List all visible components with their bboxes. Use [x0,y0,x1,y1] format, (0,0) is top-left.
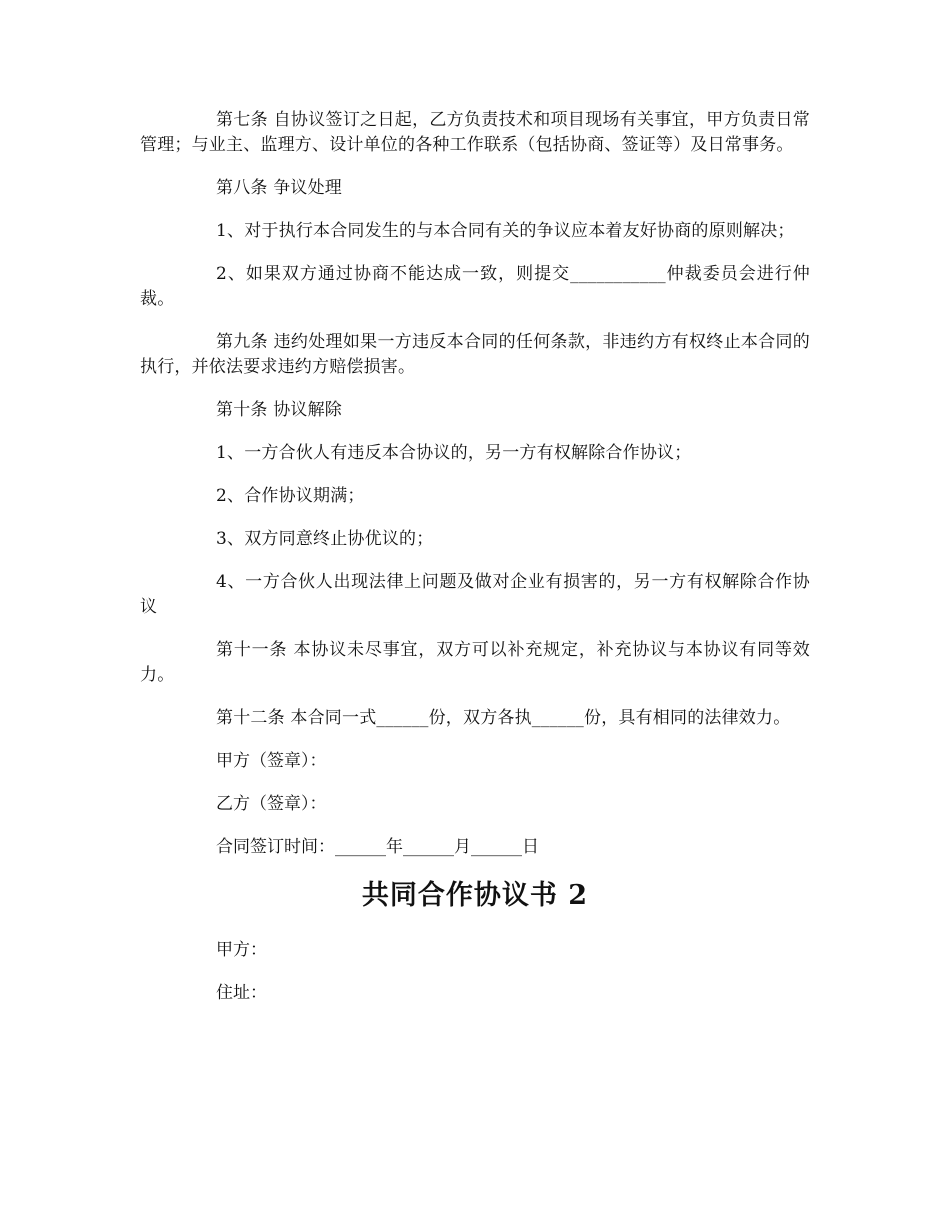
article-11-paragraph: 第十一条 本协议未尽事宜，双方可以补充规定，补充协议与本协议有同等效力。 [140,640,810,685]
section-title: 共同合作协议书 2 [361,880,589,911]
address-line: 住址： [216,983,267,1003]
party-a-line: 甲方： [216,940,267,960]
party-a-signature-line: 甲方（签章）： [216,751,327,771]
party-b-signature-line: 乙方（签章）： [216,794,327,814]
article-12-paragraph: 第十二条 本合同一式______份，双方各执______份，具有相同的法律效力。 [216,708,791,728]
article-10-item-4: 4、一方合伙人出现法律上问题及做对企业有损害的，另一方有权解除合作协议 [140,572,810,617]
article-9-paragraph: 第九条 违约处理如果一方违反本合同的任何条款，非违约方有权终止本合同的执行，并依法要求违约方赔偿损害。 [140,332,810,377]
sign-date-line: 合同签订时间：______年______月______日 [216,837,539,857]
article-8-heading: 第八条 争议处理 [216,178,343,198]
article-7-paragraph: 第七条 自协议签订之日起，乙方负责技术和项目现场有关事宜，甲方负责日常管理；与业主、监理方、设计单位的各种工作联系（包括协商、签证等）及日常事务。 [140,110,810,155]
article-10-item-1: 1、一方合伙人有违反本合协议的，另一方有权解除合作协议； [216,443,692,463]
article-8-item-2: 2、如果双方通过协商不能达成一致，则提交___________仲裁委员会进行仲裁。 [140,264,810,309]
document-page [140,108,810,1024]
article-10-item-3: 3、双方同意终止协优议的； [216,529,434,549]
article-10-item-2: 2、合作协议期满； [216,486,365,506]
article-8-item-1: 1、对于执行本合同发生的与本合同有关的争议应本着友好协商的原则解决； [216,221,795,241]
article-10-heading: 第十条 协议解除 [216,400,343,420]
